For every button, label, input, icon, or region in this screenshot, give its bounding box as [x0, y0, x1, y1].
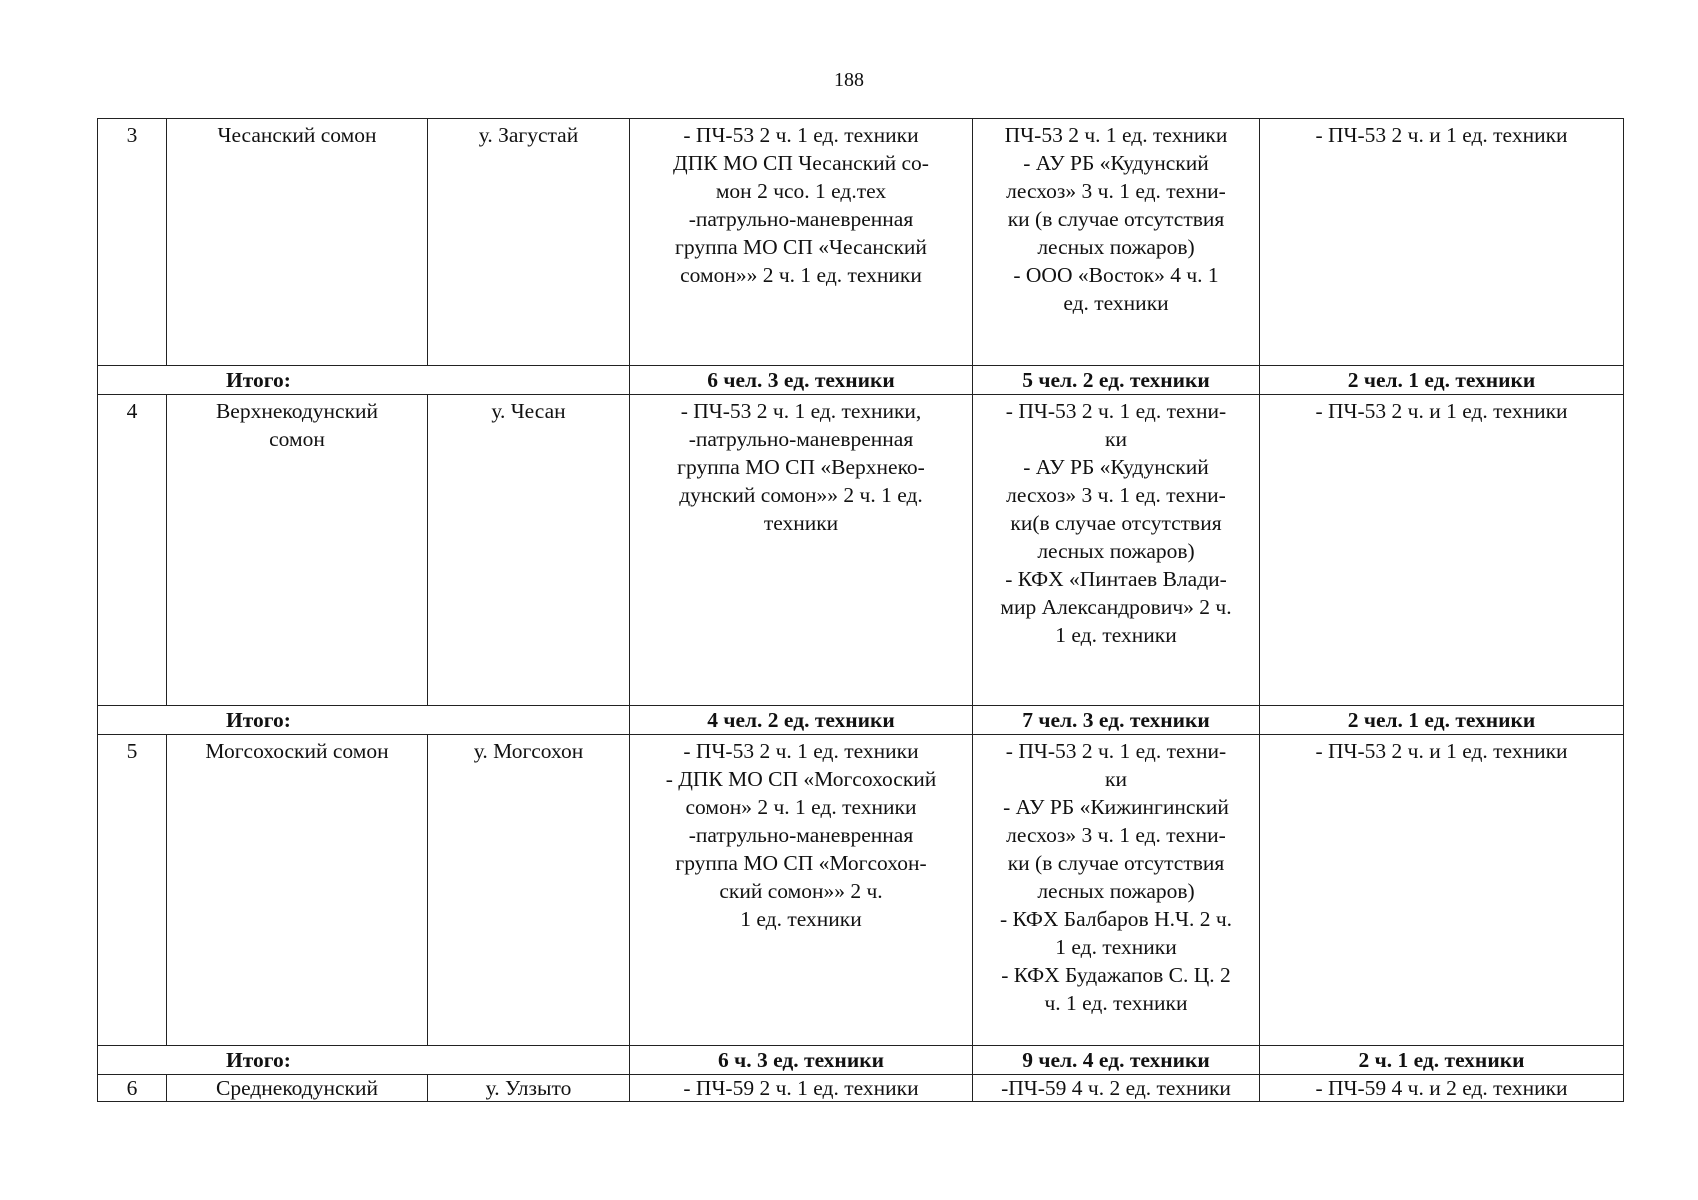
- locality-cell: [428, 395, 630, 706]
- row-number-cell: 3: [98, 119, 167, 366]
- cell-line: - ПЧ-53 2 ч. 1 ед. техники: [683, 739, 919, 763]
- table-row: [98, 119, 1624, 366]
- total-first: 4 чел. 2 ед. техники: [630, 706, 973, 735]
- settlement-name-cell: [167, 1075, 428, 1102]
- cell-line: Могсохоский сомон: [205, 739, 389, 763]
- cell-line: группа МО СП «Могсохон-: [675, 851, 927, 875]
- cell-line: -патрульно-маневренная: [688, 823, 914, 847]
- cell-line: - АУ РБ «Кижингинский: [1003, 795, 1229, 819]
- cell-line: ед. техники: [1063, 291, 1169, 315]
- page-number: 188: [834, 69, 864, 91]
- cell-line: 1 ед. техники: [740, 907, 862, 931]
- total-third: 2 ч. 1 ед. техники: [1260, 1046, 1624, 1075]
- forces-third-cell: [1260, 1075, 1624, 1102]
- total-row: [98, 366, 1624, 395]
- total-second: 5 чел. 2 ед. техники: [973, 366, 1260, 395]
- cell-line: ДПК МО СП Чесанский со-: [673, 151, 929, 175]
- table-row: [98, 395, 1624, 706]
- total-label: Итого:: [98, 366, 630, 395]
- cell-line: ки: [1105, 767, 1127, 791]
- cell-line: лесных пожаров): [1037, 539, 1195, 563]
- total-second: 7 чел. 3 ед. техники: [973, 706, 1260, 735]
- cell-line: Чесанский сомон: [217, 123, 377, 147]
- cell-line: ки(в случае отсутствия: [1010, 511, 1222, 535]
- allocation-table: [97, 118, 1624, 1102]
- cell-line: у. Загустай: [478, 123, 579, 147]
- cell-line: Верхнекодунский: [215, 399, 379, 423]
- forces-first-cell: [630, 1075, 973, 1102]
- cell-line: техники: [763, 511, 839, 535]
- cell-line: ПЧ-53 2 ч. 1 ед. техники: [1004, 123, 1228, 147]
- cell-line: - КФХ «Пинтаев Влади-: [1005, 567, 1227, 591]
- cell-line: - ООО «Восток» 4 ч. 1: [1013, 263, 1219, 287]
- cell-line: лесных пожаров): [1037, 235, 1195, 259]
- locality-cell: [428, 735, 630, 1046]
- total-row: [98, 706, 1624, 735]
- forces-third-cell: [1260, 119, 1624, 366]
- forces-third-cell: [1260, 735, 1624, 1046]
- locality-cell: [428, 1075, 630, 1102]
- cell-line: -патрульно-маневренная: [688, 207, 914, 231]
- cell-line: - КФХ Будажапов С. Ц. 2: [1001, 963, 1231, 987]
- cell-line: у. Чесан: [491, 399, 566, 423]
- cell-line: - ПЧ-59 4 ч. и 2 ед. техники: [1315, 1076, 1568, 1100]
- cell-line: - ПЧ-53 2 ч. и 1 ед. техники: [1315, 399, 1568, 423]
- forces-third-cell: [1260, 395, 1624, 706]
- table-row: [98, 1075, 1624, 1102]
- cell-line: дунский сомон»» 2 ч. 1 ед.: [679, 483, 923, 507]
- cell-line: ки: [1105, 427, 1127, 451]
- row-number-cell: 5: [98, 735, 167, 1046]
- cell-line: - АУ РБ «Кудунский: [1023, 151, 1209, 175]
- cell-line: 1 ед. техники: [1055, 935, 1177, 959]
- cell-line: - ПЧ-53 2 ч. и 1 ед. техники: [1315, 123, 1568, 147]
- total-label: Итого:: [98, 706, 630, 735]
- settlement-name-cell: [167, 119, 428, 366]
- cell-line: ки (в случае отсутствия: [1007, 207, 1225, 231]
- cell-line: - ПЧ-53 2 ч. 1 ед. техники: [683, 123, 919, 147]
- table-row: [98, 735, 1624, 1046]
- forces-second-cell: [973, 119, 1260, 366]
- forces-first-cell: [630, 735, 973, 1046]
- cell-line: - КФХ Балбаров Н.Ч. 2 ч.: [999, 907, 1233, 931]
- total-first: 6 ч. 3 ед. техники: [630, 1046, 973, 1075]
- cell-line: лесных пожаров): [1037, 879, 1195, 903]
- row-number-cell: 6: [98, 1075, 167, 1102]
- settlement-name-cell: [167, 735, 428, 1046]
- settlement-name-cell: [167, 395, 428, 706]
- cell-line: - ПЧ-59 2 ч. 1 ед. техники: [683, 1076, 919, 1100]
- cell-line: 1 ед. техники: [1055, 623, 1177, 647]
- total-first: 6 чел. 3 ед. техники: [630, 366, 973, 395]
- forces-second-cell: [973, 735, 1260, 1046]
- cell-line: сомон: [269, 427, 325, 451]
- locality-cell: [428, 119, 630, 366]
- cell-line: - ПЧ-53 2 ч. 1 ед. техни-: [1005, 739, 1227, 763]
- total-third: 2 чел. 1 ед. техники: [1260, 706, 1624, 735]
- total-label: Итого:: [98, 1046, 630, 1075]
- cell-line: лесхоз» 3 ч. 1 ед. техни-: [1006, 179, 1226, 203]
- cell-line: группа МО СП «Чесанский: [675, 235, 927, 259]
- cell-line: ский сомон»» 2 ч.: [719, 879, 883, 903]
- cell-line: Среднекодунский: [215, 1076, 379, 1100]
- row-number-cell: 4: [98, 395, 167, 706]
- forces-second-cell: [973, 1075, 1260, 1102]
- cell-line: -патрульно-маневренная: [688, 427, 914, 451]
- cell-line: - ПЧ-53 2 ч. 1 ед. техники,: [680, 399, 922, 423]
- forces-second-cell: [973, 395, 1260, 706]
- total-row: [98, 1046, 1624, 1075]
- cell-line: - ДПК МО СП «Могсохоский: [665, 767, 937, 791]
- cell-line: лесхоз» 3 ч. 1 ед. техни-: [1006, 823, 1226, 847]
- forces-first-cell: [630, 119, 973, 366]
- total-third: 2 чел. 1 ед. техники: [1260, 366, 1624, 395]
- cell-line: -ПЧ-59 4 ч. 2 ед. техники: [1001, 1076, 1231, 1100]
- cell-line: ки (в случае отсутствия: [1007, 851, 1225, 875]
- cell-line: - ПЧ-53 2 ч. 1 ед. техни-: [1005, 399, 1227, 423]
- cell-line: лесхоз» 3 ч. 1 ед. техни-: [1006, 483, 1226, 507]
- cell-line: мон 2 чсо. 1 ед.тех: [715, 179, 887, 203]
- cell-line: - АУ РБ «Кудунский: [1023, 455, 1209, 479]
- cell-line: у. Могсохон: [473, 739, 584, 763]
- cell-line: группа МО СП «Верхнеко-: [677, 455, 925, 479]
- cell-line: у. Улзыто: [485, 1076, 572, 1100]
- cell-line: ч. 1 ед. техники: [1044, 991, 1188, 1015]
- cell-line: мир Александрович» 2 ч.: [1000, 595, 1232, 619]
- total-second: 9 чел. 4 ед. техники: [973, 1046, 1260, 1075]
- cell-line: сомон» 2 ч. 1 ед. техники: [685, 795, 917, 819]
- cell-line: - ПЧ-53 2 ч. и 1 ед. техники: [1315, 739, 1568, 763]
- forces-first-cell: [630, 395, 973, 706]
- cell-line: сомон»» 2 ч. 1 ед. техники: [680, 263, 922, 287]
